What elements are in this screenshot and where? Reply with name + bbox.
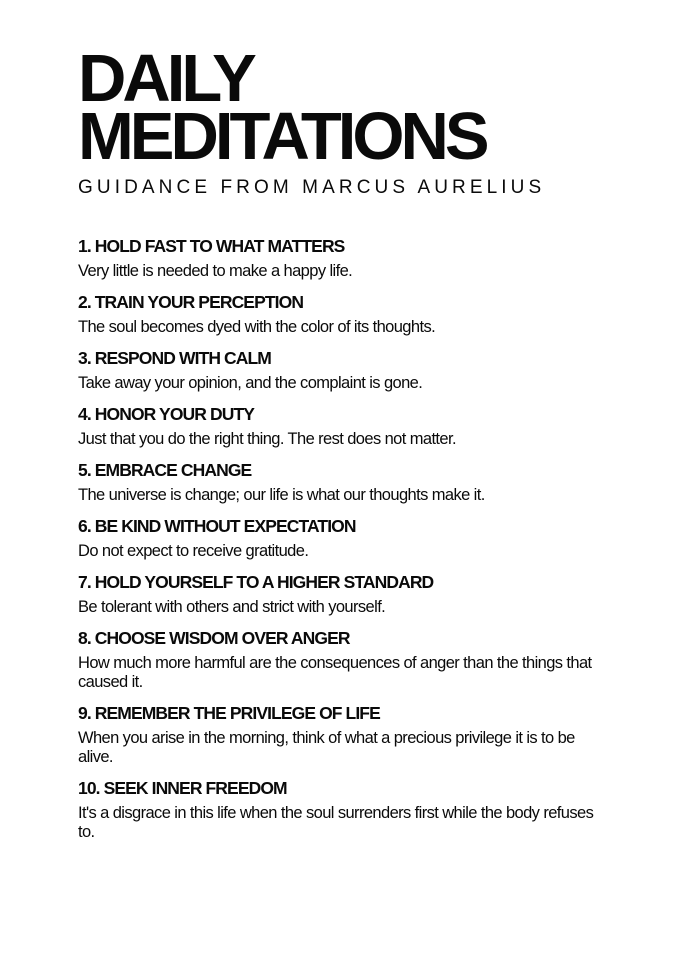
list-item-4 bbox=[78, 403, 638, 449]
item-heading: 7. HOLD YOURSELF TO A HIGHER STANDARD bbox=[78, 572, 434, 592]
poster bbox=[78, 41, 638, 852]
subtitle: GUIDANCE FROM MARCUS AURELIUS bbox=[78, 177, 546, 198]
item-text: Very little is needed to make a happy life. bbox=[78, 262, 353, 280]
item-text: Just that you do the right thing. The rest does not matter. bbox=[78, 430, 456, 448]
item-text: How much more harmful are the consequences of anger than the things that caused it. bbox=[78, 654, 592, 691]
item-heading: 5. EMBRACE CHANGE bbox=[78, 460, 252, 480]
list-item-3 bbox=[78, 347, 638, 393]
item-text: The soul becomes dyed with the color of its thoughts. bbox=[78, 318, 436, 336]
item-heading: 10. SEEK INNER FREEDOM bbox=[78, 778, 287, 798]
meditation-list bbox=[78, 235, 638, 842]
title-line-meditations: MEDITATIONS bbox=[78, 99, 486, 174]
item-text: It's a disgrace in this life when the soul surrenders first while the body refuses to. bbox=[78, 804, 594, 841]
list-item-7 bbox=[78, 571, 638, 617]
item-text: The universe is change; our life is what our thoughts make it. bbox=[78, 486, 485, 504]
item-heading: 3. RESPOND WITH CALM bbox=[78, 348, 271, 368]
page-title bbox=[78, 41, 638, 174]
item-heading: 9. REMEMBER THE PRIVILEGE OF LIFE bbox=[78, 703, 380, 723]
list-item-1 bbox=[78, 235, 638, 281]
item-heading: 1. HOLD FAST TO WHAT MATTERS bbox=[78, 236, 345, 256]
item-heading: 6. BE KIND WITHOUT EXPECTATION bbox=[78, 516, 356, 536]
list-item-6 bbox=[78, 515, 638, 561]
list-item-5 bbox=[78, 459, 638, 505]
list-item-9 bbox=[78, 702, 638, 767]
list-item-2 bbox=[78, 291, 638, 337]
item-text: Take away your opinion, and the complaint is gone. bbox=[78, 374, 423, 392]
list-item-10 bbox=[78, 777, 638, 842]
item-text: When you arise in the morning, think of what a precious privilege it is to be alive. bbox=[78, 729, 575, 766]
item-heading: 8. CHOOSE WISDOM OVER ANGER bbox=[78, 628, 350, 648]
item-text: Do not expect to receive gratitude. bbox=[78, 542, 309, 560]
list-item-8 bbox=[78, 627, 638, 692]
item-heading: 2. TRAIN YOUR PERCEPTION bbox=[78, 292, 304, 312]
item-heading: 4. HONOR YOUR DUTY bbox=[78, 404, 255, 424]
item-text: Be tolerant with others and strict with yourself. bbox=[78, 598, 386, 616]
title-line-daily: DAILY bbox=[78, 41, 253, 116]
